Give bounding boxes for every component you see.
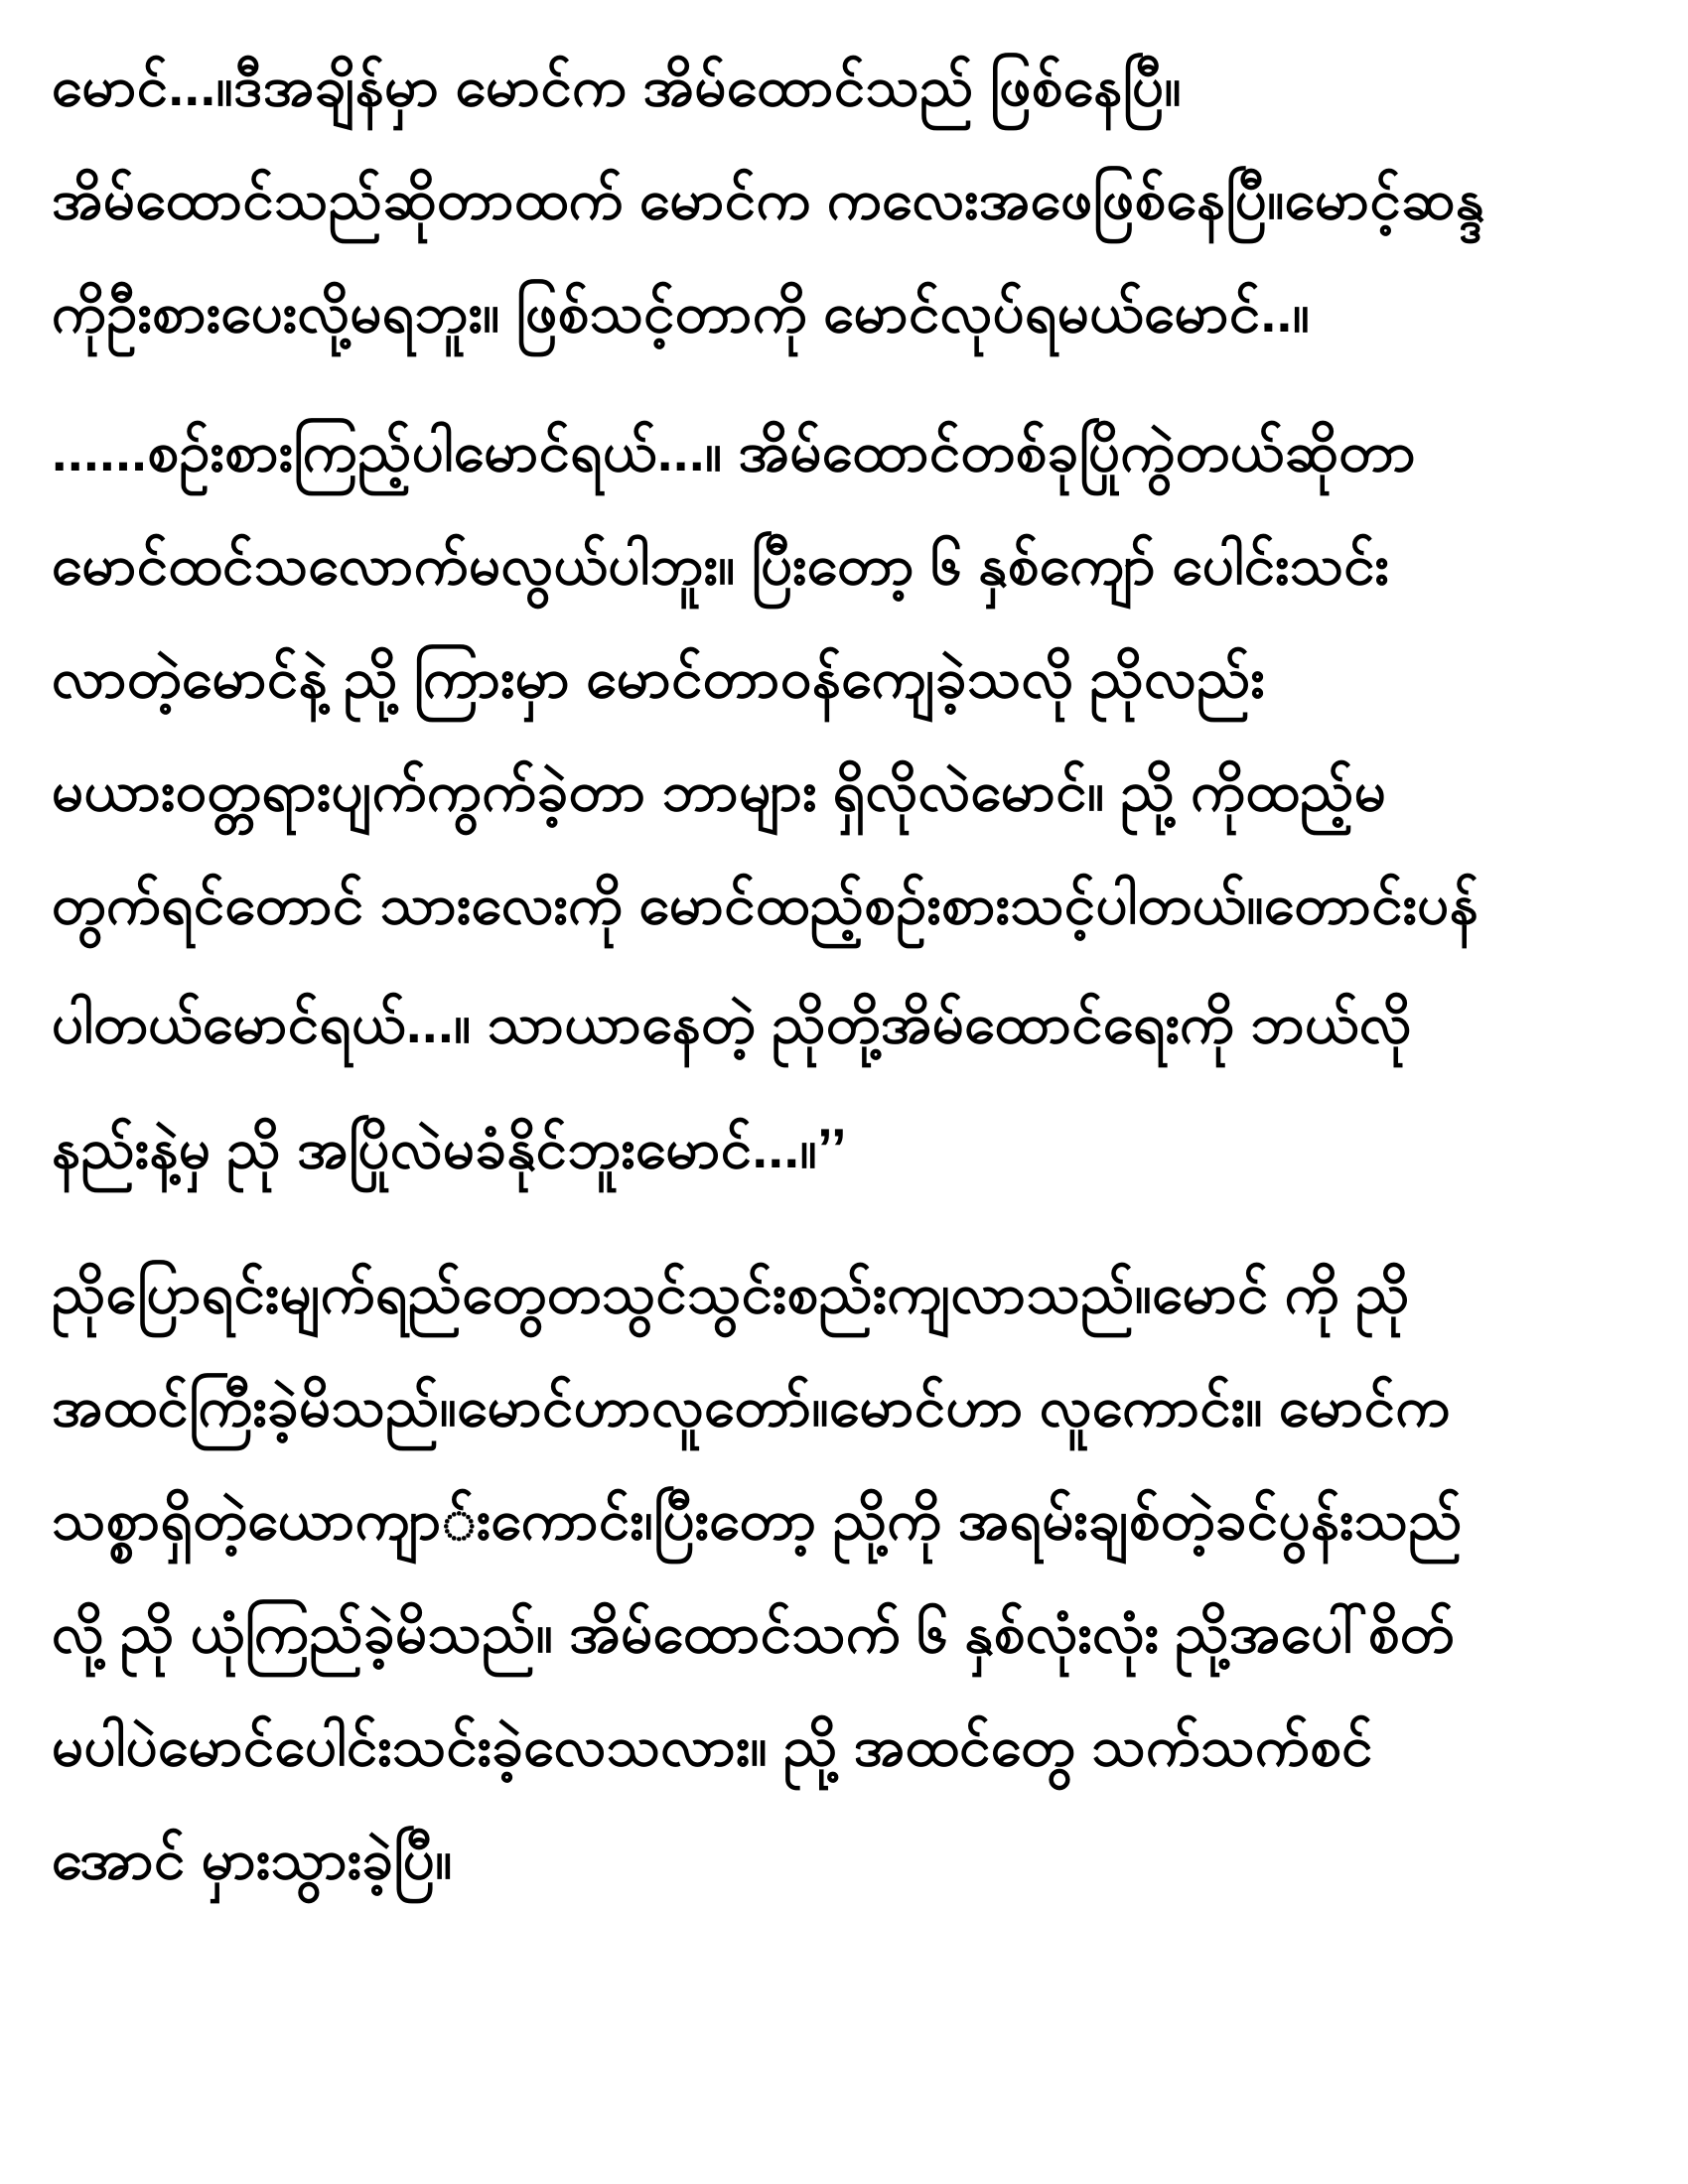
- paragraph-2-line-5: တွက်ရင်တောင် သားလေးကို မောင်ထည့်စဉ်းစားသင့်ပါတယ်။တောင်းပန်: [52, 873, 1479, 935]
- paragraph-2-line-6: ပါတယ်မောင်ရယ်...။ သာယာနေတဲ့ ညိုတို့အိမ်ထောင်ရေးကို ဘယ်လို: [52, 992, 1412, 1054]
- paragraph-1-line-3: ကိုဦးစားပေးလို့မရဘူး။ ဖြစ်သင့်တာကို မောင်လုပ်ရမယ်မောင်..။: [52, 281, 1311, 343]
- paragraph-2-line-7: နည်းနဲ့မှ ညို အပြိုလဲမခံနိုင်ဘူးမောင်...။’’: [52, 1117, 848, 1179]
- paragraph-2-line-3: လာတဲ့မောင်နဲ့ ညို့ ကြားမှာ မောင်တာဝန်ကျေခဲ့သလို ညိုလည်း: [52, 646, 1266, 709]
- paragraph-2-line-2: မောင်ထင်သလောက်မလွယ်ပါဘူး။ ပြီးတော့ ၆ နှစ်ကျော် ပေါင်းသင်း: [52, 533, 1390, 596]
- paragraph-1: [52, 30, 1640, 369]
- paragraph-2-line-1: ......စဉ်းစားကြည့်ပါမောင်ရယ်...။ အိမ်ထောင်တစ်ခုပြိုကွဲတယ်ဆိုတာ: [52, 420, 1417, 482]
- paragraph-3-line-1: ညိုပြောရင်းမျက်ရည်တွေတသွင်သွင်းစည်းကျလာသည်။မောင် ကို ညို: [52, 1262, 1410, 1324]
- paragraph-3-line-3: သစ္စာရှိတဲ့ယောကျာ◌်းကောင်း၊ပြီးတော့ ညို့ကို အရမ်းချစ်တဲ့ခင်ပွန်းသည်: [52, 1488, 1463, 1551]
- paragraph-3-line-4: လို့ ညို ယုံကြည်ခဲ့မိသည်။ အိမ်ထောင်သက် ၆ နှစ်လုံးလုံး ညို့အပေါ်စိတ်: [52, 1601, 1455, 1664]
- paragraph-2: [52, 395, 1640, 1211]
- paragraph-1-line-2: အိမ်ထောင်သည်ဆိုတာထက် မောင်က ကလေးအဖေဖြစ်နေပြီ။မောင့်ဆန္ဒ: [52, 168, 1485, 230]
- paragraph-1-line-1: မောင်...။ဒီအချိန်မှာ မောင်က အိမ်ထောင်သည် ဖြစ်နေပြီ။: [52, 55, 1182, 117]
- paragraph-2-line-4: မယားဝတ္တရားပျက်ကွက်ခဲ့တာ ဘာများ ရှိလိုလဲမောင်။ ညို့ ကိုထည့်မ: [52, 759, 1387, 822]
- paragraph-3-line-5: မပါပဲမောင်ပေါင်းသင်းခဲ့လေသလား။ ညို့ အထင်တွေ သက်သက်စင်: [52, 1714, 1373, 1777]
- paragraph-3-line-6: အောင် မှားသွားခဲ့ပြီ။: [52, 1828, 453, 1890]
- paragraph-3: [52, 1237, 1640, 1916]
- paragraph-3-line-2: အထင်ကြီးခဲ့မိသည်။မောင်ဟာလူတော်။မောင်ဟာ လူကောင်း။ မောင်က: [52, 1375, 1451, 1437]
